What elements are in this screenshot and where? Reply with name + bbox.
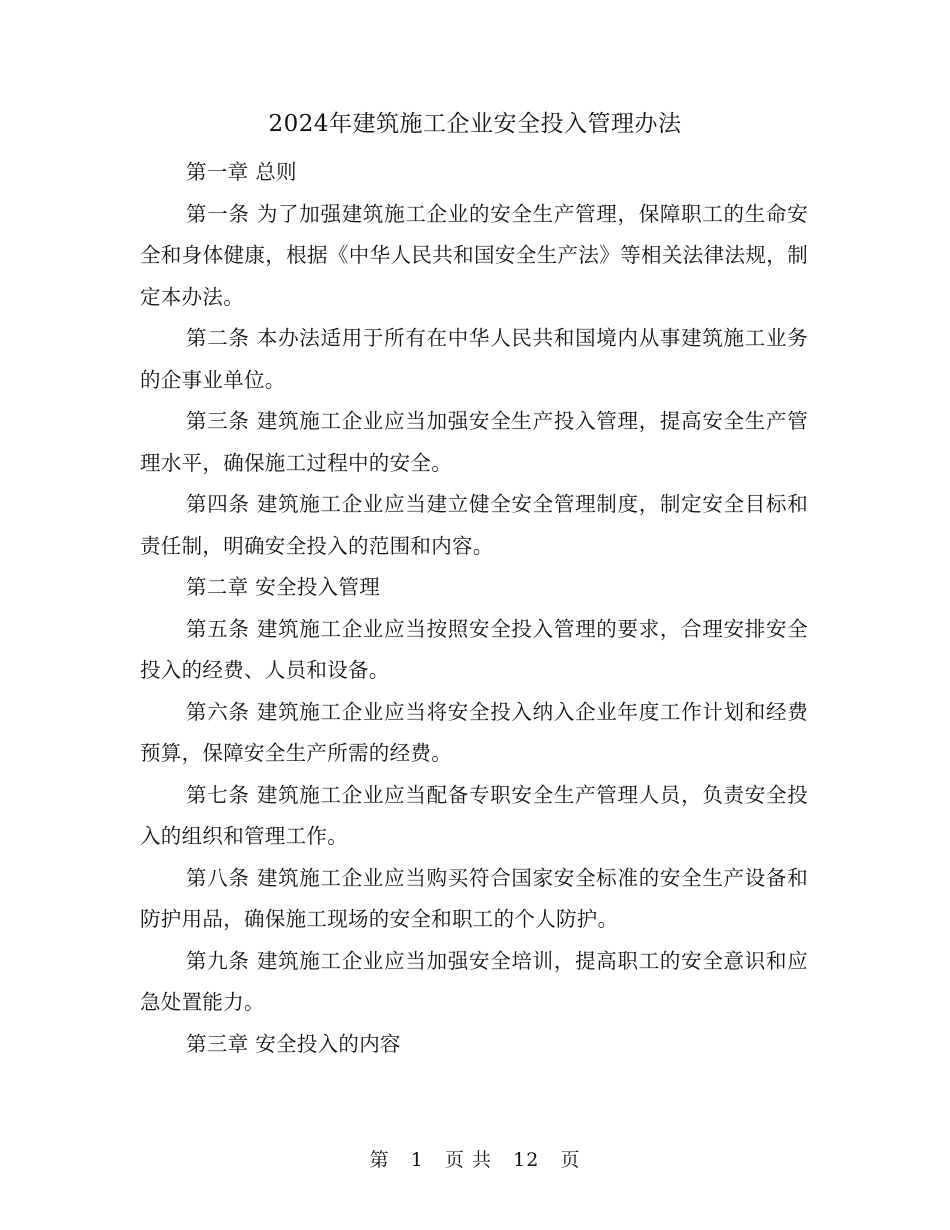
chapter-heading: 第三章 安全投入的内容 <box>186 1031 401 1056</box>
footer-label-page: 第 <box>369 1149 390 1171</box>
article-paragraph: 第七条 建筑施工企业应当配备专职安全生产管理人员，负责安全投入的组织和管理工作。 <box>140 782 808 848</box>
footer-total-pages: 12 <box>513 1149 540 1171</box>
article-paragraph: 第三条 建筑施工企业应当加强安全生产投入管理，提高安全生产管理水平，确保施工过程中的安全。 <box>140 409 808 475</box>
article-paragraph: 第五条 建筑施工企业应当按照安全投入管理的要求，合理安排安全投入的经费、人员和设备。 <box>140 616 808 682</box>
article-paragraph: 第六条 建筑施工企业应当将安全投入纳入企业年度工作计划和经费预算，保障安全生产所需的经费。 <box>140 699 808 765</box>
article-paragraph: 第八条 建筑施工企业应当购买符合国家安全标准的安全生产设备和防护用品，确保施工现场的安全和职工的个人防护。 <box>140 865 808 931</box>
article-paragraph: 第四条 建筑施工企业应当建立健全安全管理制度，制定安全目标和责任制，明确安全投入的范围和内容。 <box>140 492 808 558</box>
article-paragraph: 第九条 建筑施工企业应当加强安全培训，提高职工的安全意识和应急处置能力。 <box>140 948 808 1014</box>
chapter-heading: 第二章 安全投入管理 <box>186 575 381 599</box>
footer-label-pages: 页 <box>560 1149 581 1171</box>
footer-label-of: 页 共 <box>444 1149 492 1171</box>
article-paragraph: 第一条 为了加强建筑施工企业的安全生产管理，保障职工的生命安全和身体健康，根据《中华人民共和国安全生产法》等相关法律法规，制定本办法。 <box>140 201 808 309</box>
document-body <box>140 152 808 1065</box>
footer-current-page: 1 <box>410 1149 424 1171</box>
article-paragraph: 第二条 本办法适用于所有在中华人民共和国境内从事建筑施工业务的企事业单位。 <box>140 326 808 392</box>
document-title: 2024年建筑施工企业安全投入管理办法 <box>268 111 682 137</box>
page-footer <box>0 1146 950 1174</box>
chapter-heading: 第一章 总则 <box>186 160 297 184</box>
